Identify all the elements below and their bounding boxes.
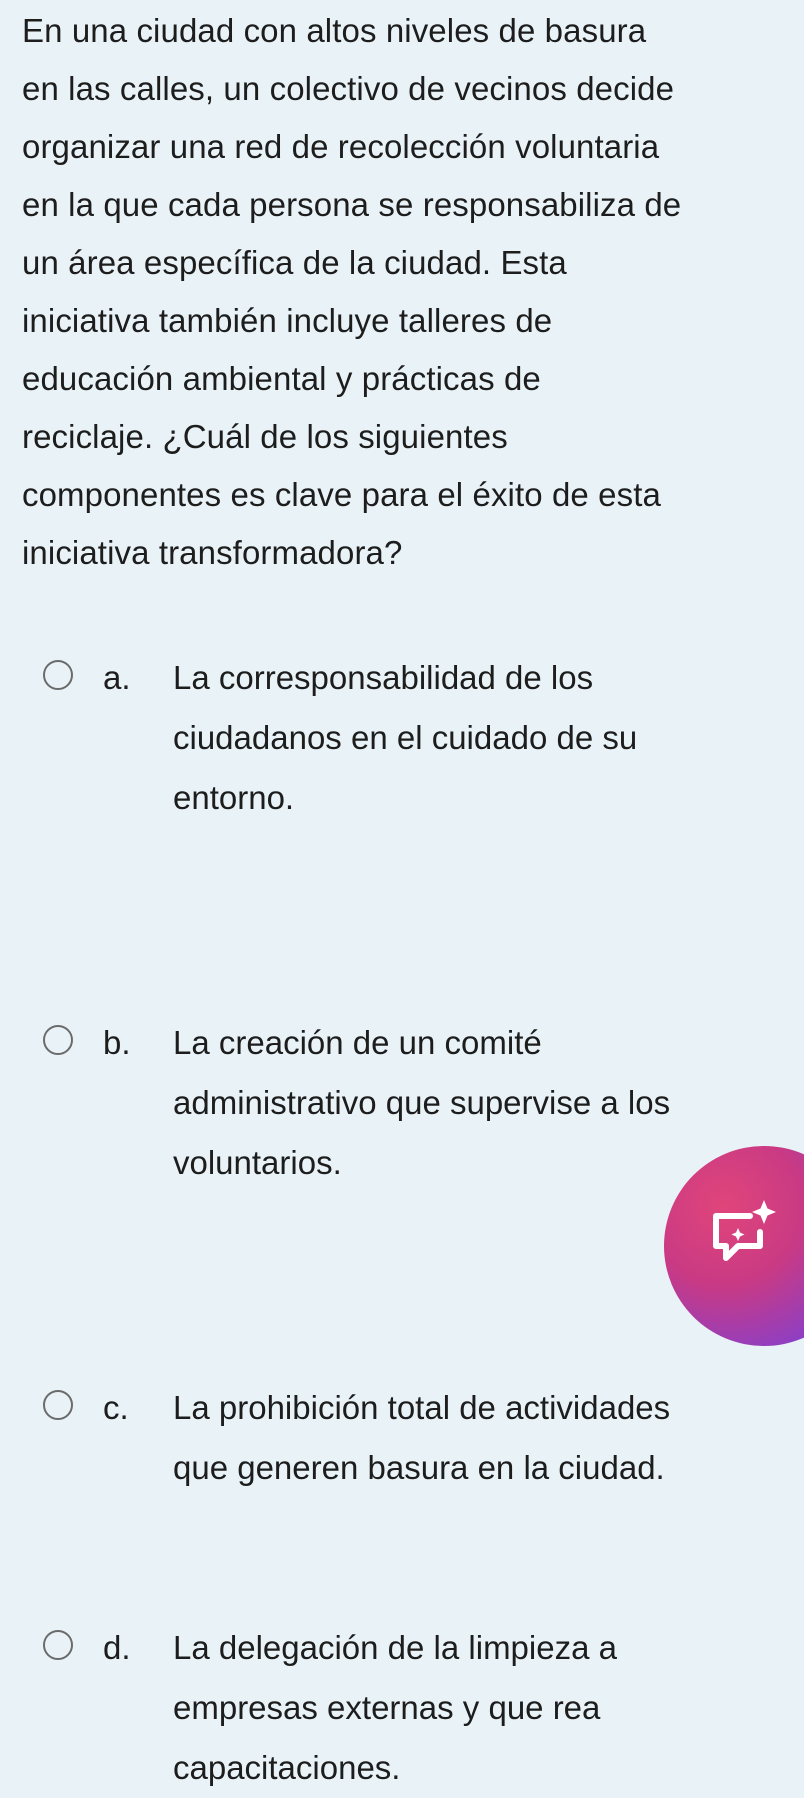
option-letter: c. [103, 1389, 129, 1426]
question-line: iniciativa también incluye talleres de [22, 302, 553, 339]
option-letter: d. [103, 1629, 131, 1666]
ai-chat-sparkle-icon [708, 1198, 788, 1278]
question-line: organizar una red de recolección voluntaria [22, 128, 660, 165]
question-line: En una ciudad con altos niveles de basura [22, 12, 647, 49]
option-line: administrativo que supervise a los [173, 1084, 671, 1121]
question-line: reciclaje. ¿Cuál de los siguientes [22, 418, 508, 455]
option-line: empresas externas y que rea [173, 1689, 601, 1726]
question-line: componentes es clave para el éxito de esta [22, 476, 661, 513]
option-line: capacitaciones. [173, 1749, 401, 1786]
radio-button-d[interactable] [43, 1630, 73, 1660]
option-line: La creación de un comité [173, 1024, 542, 1061]
option-text [173, 1013, 773, 1193]
question-line: iniciativa transformadora? [22, 534, 403, 571]
question-line: en la que cada persona se responsabiliza de [22, 186, 682, 223]
option-text [173, 648, 773, 828]
option-c[interactable] [0, 1372, 804, 1492]
option-line: voluntarios. [173, 1144, 342, 1181]
radio-button-b[interactable] [43, 1025, 73, 1055]
option-line: entorno. [173, 779, 295, 816]
option-line: La prohibición total de actividades [173, 1389, 671, 1426]
option-line: La delegación de la limpieza a [173, 1629, 617, 1666]
option-line: ciudadanos en el cuidado de su [173, 719, 638, 756]
option-letter: b. [103, 1024, 131, 1061]
question-line: un área específica de la ciudad. Esta [22, 244, 567, 281]
radio-button-a[interactable] [43, 660, 73, 690]
option-line: que generen basura en la ciudad. [173, 1449, 665, 1486]
question-line: educación ambiental y prácticas de [22, 360, 541, 397]
option-d[interactable] [0, 1612, 804, 1792]
option-letter: a. [103, 659, 131, 696]
question-text [22, 0, 792, 582]
option-b[interactable] [0, 1007, 804, 1187]
radio-button-c[interactable] [43, 1390, 73, 1420]
option-text [173, 1378, 773, 1498]
option-text [173, 1618, 773, 1798]
question-line: en las calles, un colectivo de vecinos decide [22, 70, 675, 107]
option-line: La corresponsabilidad de los [173, 659, 594, 696]
option-a[interactable] [0, 642, 804, 822]
